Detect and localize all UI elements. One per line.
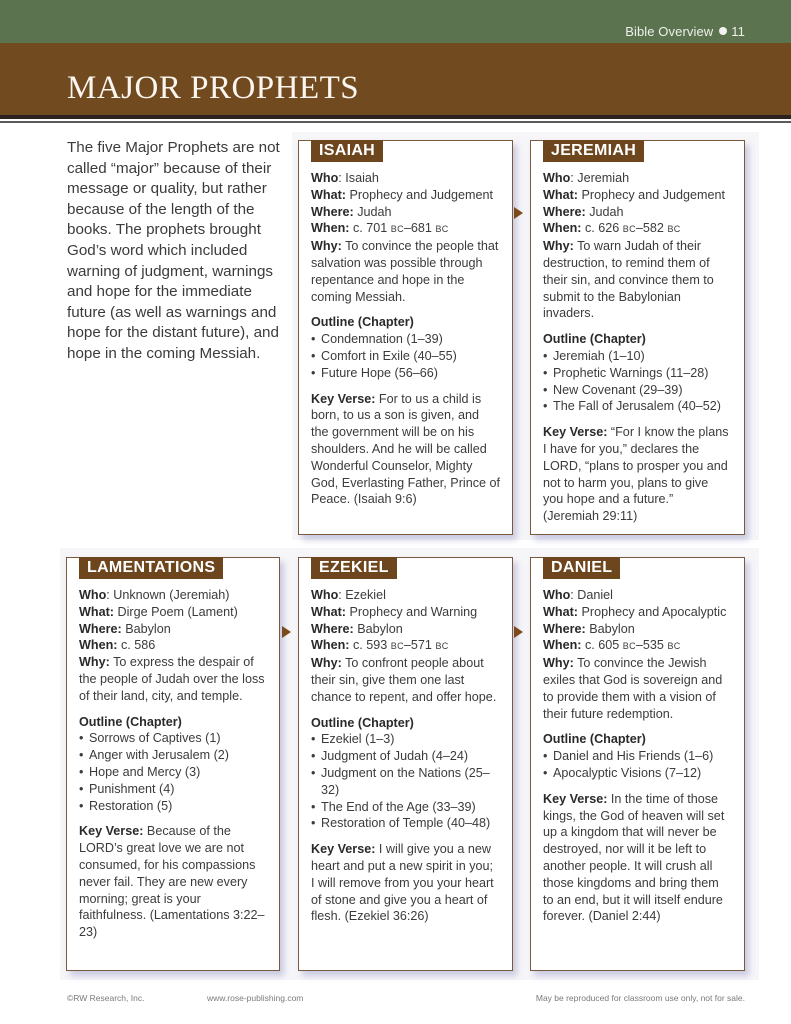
key-verse-text: In the time of those kings, the God of heaven will set up a kingdom that will never be destroyed, nor will it be left to another people. It will crush all those kingdoms and bring them to an end, but it will itself endure forever. (Daniel 2:44)	[543, 791, 725, 924]
why-row-value: To confront people about their sin, give them one last chance to repent, and offer hope.	[311, 656, 497, 704]
outline-item: • Jeremiah (1–10)	[543, 348, 732, 365]
why-row-label: Why:	[311, 656, 342, 671]
when-era: BC	[435, 224, 449, 235]
key-verse-text: “For I know the plans I have for you,” declares the LORD, “plans to prosper you and not to harm you, plans to give you hope and a future.” (Jeremiah 29:11)	[543, 425, 729, 524]
outline-item: • Prophetic Warnings (11–28)	[543, 365, 732, 382]
what-row-label: What:	[543, 604, 578, 619]
what-row-label: What:	[79, 604, 114, 619]
page-label	[625, 24, 745, 39]
what-row	[543, 604, 732, 621]
key-verse-text: I will give you a new heart and put a new spirit in you; I will remove from you your heart of stone and give you a heart of flesh. (Ezekiel 36:26)	[311, 842, 494, 924]
book-title-tag: LAMENTATIONS	[79, 557, 223, 579]
why-row	[543, 655, 732, 722]
when-row-label: When:	[543, 638, 582, 653]
outline-section	[543, 331, 732, 415]
what-row-value: Prophecy and Warning	[349, 604, 478, 619]
why-row	[311, 238, 500, 305]
outline-item: • Anger with Jerusalem (2)	[79, 747, 267, 764]
when-row-label: When:	[311, 638, 350, 653]
when-row	[311, 637, 500, 655]
key-verse	[311, 391, 500, 509]
who-row: Who: Ezekiel	[311, 588, 386, 602]
arrow-right-icon	[514, 626, 523, 638]
where-row-value: Judah	[357, 204, 392, 219]
who-row-value: Isaiah	[345, 171, 379, 185]
outline-heading: Outline (Chapter)	[543, 732, 646, 747]
key-verse-text: Because of the LORD’s great love we are not consumed, for his compassions never fail. They are new every morning; great is your faithfulness. (Lamentations 3:22–23)	[79, 824, 265, 940]
key-verse-label: Key Verse:	[79, 824, 144, 839]
outline-item: • Condemnation (1–39)	[311, 331, 500, 348]
why-row-value: To warn Judah of their destruction, to remind them of their sin, and convince them to submit to the Babylonian invaders.	[543, 239, 714, 321]
arrow-right-icon	[514, 207, 523, 219]
when-row-label: When:	[79, 638, 118, 653]
when-row-label: When:	[543, 221, 582, 236]
book-card-isaiah	[298, 140, 513, 535]
outline-item: • Hope and Mercy (3)	[79, 764, 267, 781]
when-row	[543, 637, 732, 655]
book-card-ezekiel	[298, 557, 513, 971]
what-row-label: What:	[311, 187, 346, 202]
footer-notice: May be reproduced for classroom use only, not for sale.	[535, 993, 745, 1003]
when-end: –582	[635, 221, 664, 236]
what-row	[543, 187, 732, 204]
why-row	[543, 238, 732, 322]
where-row-value: Babylon	[589, 621, 635, 636]
outline-item: • Judgment of Judah (4–24)	[311, 748, 500, 765]
key-verse	[543, 791, 732, 925]
section-name: Bible Overview	[625, 24, 714, 39]
book-title-tag: JEREMIAH	[543, 140, 644, 162]
what-row-label: What:	[311, 604, 346, 619]
why-row	[311, 655, 500, 705]
key-verse	[311, 841, 500, 925]
why-row-label: Why:	[543, 656, 574, 671]
when-era: BC	[435, 641, 449, 652]
outline-item: • Sorrows of Captives (1)	[79, 730, 267, 747]
why-row-value: To express the despair of the people of Judah over the loss of their land, city, and temple.	[79, 655, 265, 703]
outline-section	[79, 714, 267, 815]
when-era: BC	[622, 641, 636, 652]
key-verse-label: Key Verse:	[311, 842, 376, 857]
who-row-value: Unknown (Jeremiah)	[113, 588, 230, 602]
outline-list	[79, 730, 267, 814]
outline-list	[543, 348, 732, 415]
when-start: c. 626	[584, 221, 620, 236]
footer-website[interactable]: www.rose-publishing.com	[207, 993, 304, 1003]
who-row-label: Who	[311, 588, 339, 602]
when-end: –681	[403, 221, 432, 236]
book-card-jeremiah	[530, 140, 745, 535]
why-row-label: Why:	[543, 239, 574, 254]
when-start: c. 701	[352, 221, 388, 236]
where-row-label: Where:	[311, 204, 354, 219]
outline-section	[311, 715, 500, 833]
who-row-value: Daniel	[577, 588, 613, 602]
outline-item: • The End of the Age (33–39)	[311, 799, 500, 816]
what-row-value: Prophecy and Judgement	[349, 187, 494, 202]
outline-heading: Outline (Chapter)	[79, 714, 182, 729]
outline-list	[311, 331, 500, 381]
what-row-value: Dirge Poem (Lament)	[117, 604, 238, 619]
book-title-tag: EZEKIEL	[311, 557, 397, 579]
outline-item: • Judgment on the Nations (25–32)	[311, 765, 500, 799]
outline-item: • Punishment (4)	[79, 781, 267, 798]
outline-item: • Restoration of Temple (40–48)	[311, 815, 500, 832]
title-band	[0, 43, 791, 115]
where-row-label: Where:	[543, 204, 586, 219]
book-title-tag: ISAIAH	[311, 140, 383, 162]
where-row-value: Judah	[589, 204, 624, 219]
outline-heading: Outline (Chapter)	[311, 315, 414, 330]
when-era: BC	[622, 224, 636, 235]
what-row-label: What:	[543, 187, 578, 202]
outline-heading: Outline (Chapter)	[543, 332, 646, 347]
when-row-label: When:	[311, 221, 350, 236]
when-start: c. 605	[584, 638, 620, 653]
who-row-value: Ezekiel	[345, 588, 386, 602]
when-start: c. 586	[120, 638, 156, 653]
page-title: MAJOR PROPHETS	[67, 70, 360, 106]
key-verse	[543, 424, 732, 525]
where-row-label: Where:	[311, 621, 354, 636]
when-era: BC	[390, 641, 404, 652]
when-row	[311, 220, 500, 238]
outline-item: • Restoration (5)	[79, 798, 267, 815]
book-card-lamentations	[66, 557, 280, 971]
where-row	[543, 204, 732, 221]
where-row-value: Babylon	[125, 621, 171, 636]
header-rule-thin	[0, 121, 791, 123]
outline-item: • Daniel and His Friends (1–6)	[543, 748, 732, 765]
when-era: BC	[390, 224, 404, 235]
why-row-value: To convince the Jewish exiles that God is sovereign and to provide them with a vision of their future redemption.	[543, 656, 723, 721]
where-row-value: Babylon	[357, 621, 403, 636]
why-row-label: Why:	[311, 239, 342, 254]
who-row-label: Who	[543, 171, 571, 185]
outline-item: • New Covenant (29–39)	[543, 382, 732, 399]
where-row-label: Where:	[79, 621, 122, 636]
outline-item: • Ezekiel (1–3)	[311, 731, 500, 748]
book-details	[543, 170, 732, 525]
outline-list	[543, 748, 732, 782]
who-row: Who: Unknown (Jeremiah)	[79, 588, 230, 602]
why-row	[79, 654, 267, 704]
page-number: 11	[731, 24, 745, 39]
outline-section	[543, 731, 732, 781]
when-row	[79, 637, 267, 654]
book-details	[543, 587, 732, 925]
where-row	[79, 621, 267, 638]
who-row-label: Who	[79, 588, 107, 602]
who-row: Who: Daniel	[543, 588, 613, 602]
outline-item: • Apocalyptic Visions (7–12)	[543, 765, 732, 782]
who-row-value: Jeremiah	[577, 171, 630, 185]
when-end: –571	[403, 638, 432, 653]
footer-copyright: ©RW Research, Inc.	[67, 993, 145, 1003]
book-title-tag: DANIEL	[543, 557, 620, 579]
what-row	[79, 604, 267, 621]
when-row	[543, 220, 732, 238]
who-row-label: Who	[543, 588, 571, 602]
arrow-right-icon	[282, 626, 291, 638]
book-details	[311, 170, 500, 508]
where-row	[311, 621, 500, 638]
header-rule	[0, 115, 791, 119]
key-verse-label: Key Verse:	[543, 425, 608, 440]
what-row-value: Prophecy and Apocalyptic	[581, 604, 727, 619]
why-row-label: Why:	[79, 655, 110, 670]
why-row-value: To convince the people that salvation was possible through repentance and hope in the coming Messiah.	[311, 239, 499, 304]
book-details	[79, 587, 267, 941]
when-era: BC	[667, 224, 681, 235]
outline-item: • Comfort in Exile (40–55)	[311, 348, 500, 365]
where-row	[311, 204, 500, 221]
who-row: Who: Isaiah	[311, 171, 379, 185]
outline-item: • Future Hope (56–66)	[311, 365, 500, 382]
key-verse-text: For to us a child is born, to us a son is given, and the government will be on his shoulders. And he will be called Wonderful Counselor, Mighty God, Everlasting Father, Prince of Peace. (Isaiah 9:6)	[311, 391, 500, 507]
key-verse-label: Key Verse:	[311, 391, 376, 406]
what-row-value: Prophecy and Judgement	[581, 187, 726, 202]
book-details	[311, 587, 500, 925]
who-row-label: Who	[311, 171, 339, 185]
who-row: Who: Jeremiah	[543, 171, 630, 185]
outline-item: • The Fall of Jerusalem (40–52)	[543, 398, 732, 415]
key-verse-label: Key Verse:	[543, 791, 608, 806]
when-start: c. 593	[352, 638, 388, 653]
intro-paragraph: The five Major Prophets are not called “major” because of their message or quality, but rather because of the length of the books. The prophets brought God’s word which included warning of judgment, warnings and hope for the immediate future (as well as warnings and hope for the distant future), and hope in the coming Messiah.	[67, 139, 280, 362]
what-row	[311, 604, 500, 621]
outline-heading: Outline (Chapter)	[311, 715, 414, 730]
when-end: –535	[635, 638, 664, 653]
where-row-label: Where:	[543, 621, 586, 636]
where-row	[543, 621, 732, 638]
book-card-daniel	[530, 557, 745, 971]
outline-list	[311, 731, 500, 832]
bullet-dot-icon	[719, 27, 727, 35]
outline-section	[311, 314, 500, 381]
key-verse	[79, 823, 267, 941]
what-row	[311, 187, 500, 204]
when-era: BC	[667, 641, 681, 652]
